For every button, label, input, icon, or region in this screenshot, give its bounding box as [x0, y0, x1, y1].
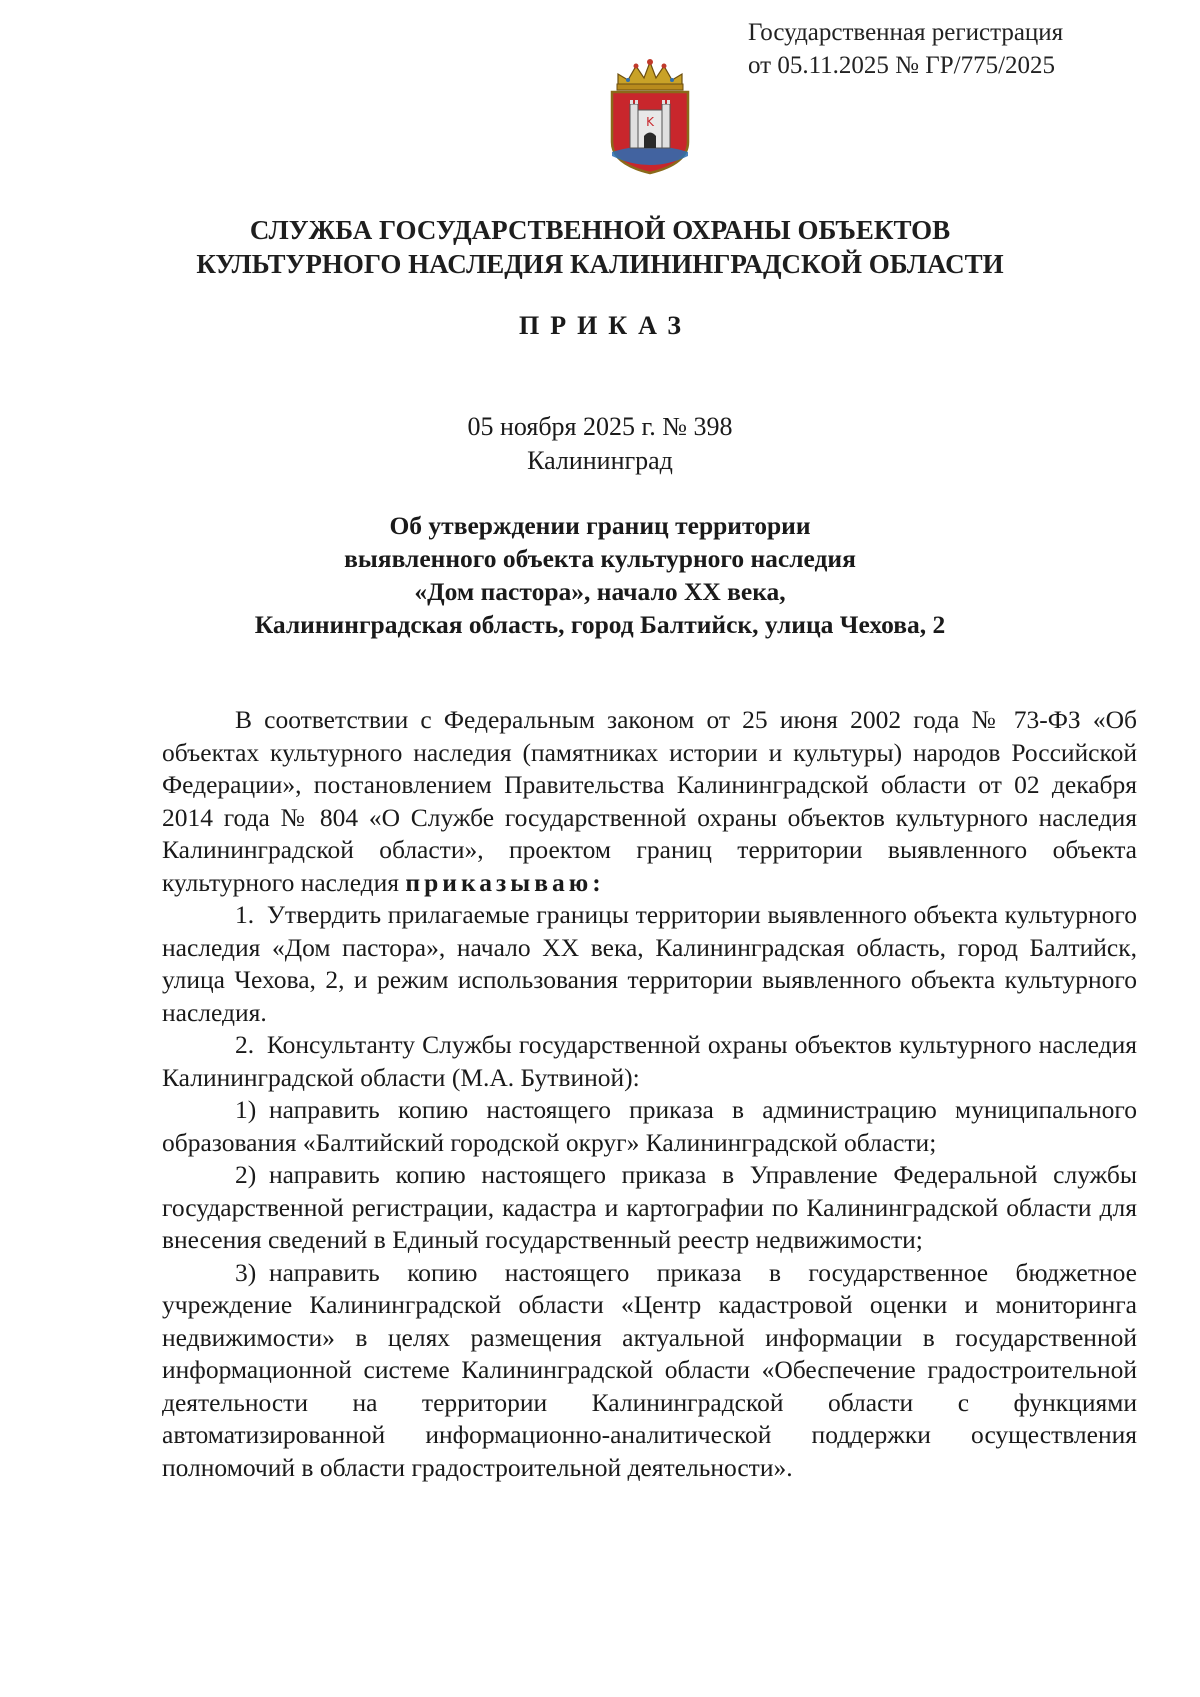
registration-line-2: от 05.11.2025 № ГР/775/2025: [748, 52, 1056, 79]
preamble-paragraph: [162, 704, 1137, 899]
preamble-text: В соответствии с Федеральным законом от 25 июня 2002 года № 73-ФЗ «Об объектах культурного наследия (памятниках истории и культуры) народов Российской Федерации», постановлением Правительства Калининградской области от 02 декабря 2014 года № 804 «О Службе государственной охраны объектов культурного наследия Калининградской области», проектом границ территории выявленного объекта культурного наследия: [162, 705, 1137, 897]
registration-stamp: [748, 16, 1063, 82]
registration-line-1: Государственная регистрация: [748, 19, 1064, 46]
item-2-3: 3) направить копию настоящего приказа в государственное бюджетное учреждение Калининградской области «Центр кадастровой оценки и мониторинга недвижимости» в целях размещения актуальной информации в государственной информационной системе Калининградской области «Обеспечение градостроительной деятельности на территории Калининградской области с функциями автоматизированной информационно-аналитической поддержки осуществления полномочий в области градостроительной деятельности».: [162, 1257, 1137, 1482]
item-1: 1. Утвердить прилагаемые границы территории выявленного объекта культурного наследия «Дом пастора», начало XX века, Калининградская область, город Балтийск, улица Чехова, 2, и режим использования территории выявленного объекта культурного наследия.: [162, 900, 1137, 1027]
date-and-place: [0, 410, 1200, 478]
subject-line-2: выявленного объекта культурного наследия: [344, 544, 856, 573]
item-2: 2. Консультанту Службы государственной охраны объектов культурного наследия Калининградской области (М.А. Бутвиной):: [162, 1030, 1137, 1092]
crown-icon: [617, 59, 683, 90]
organization-line-2: КУЛЬТУРНОГО НАСЛЕДИЯ КАЛИНИНГРАДСКОЙ ОБЛАСТИ: [196, 249, 1004, 279]
organization-line-1: СЛУЖБА ГОСУДАРСТВЕННОЙ ОХРАНЫ ОБЪЕКТОВ: [249, 215, 951, 245]
document-subject: [0, 509, 1200, 641]
subject-line-3: «Дом пастора», начало XX века,: [414, 577, 786, 606]
date-number: 05 ноября 2025 г. № 398: [467, 412, 733, 441]
svg-text:K: K: [646, 115, 654, 129]
city: Калининград: [527, 446, 673, 475]
subject-line-1: Об утверждении границ территории: [389, 511, 811, 540]
order-word: приказываю:: [405, 867, 605, 897]
kaliningrad-coat-of-arms-icon: [606, 56, 694, 176]
organization-name: [0, 213, 1200, 281]
document-type: ПРИКАЗ: [518, 311, 693, 340]
subject-line-4: Калининградская область, город Балтийск, улица Чехова, 2: [254, 610, 946, 639]
item-2-2: 2) направить копию настоящего приказа в Управление Федеральной службы государственной регистрации, кадастра и картографии по Калининградской области для внесения сведений в Единый государственный реестр недвижимости;: [162, 1160, 1137, 1254]
document-body: [162, 704, 1137, 1484]
item-2-1: 1) направить копию настоящего приказа в администрацию муниципального образования «Балтийский городской округ» Калининградской области;: [162, 1095, 1137, 1157]
